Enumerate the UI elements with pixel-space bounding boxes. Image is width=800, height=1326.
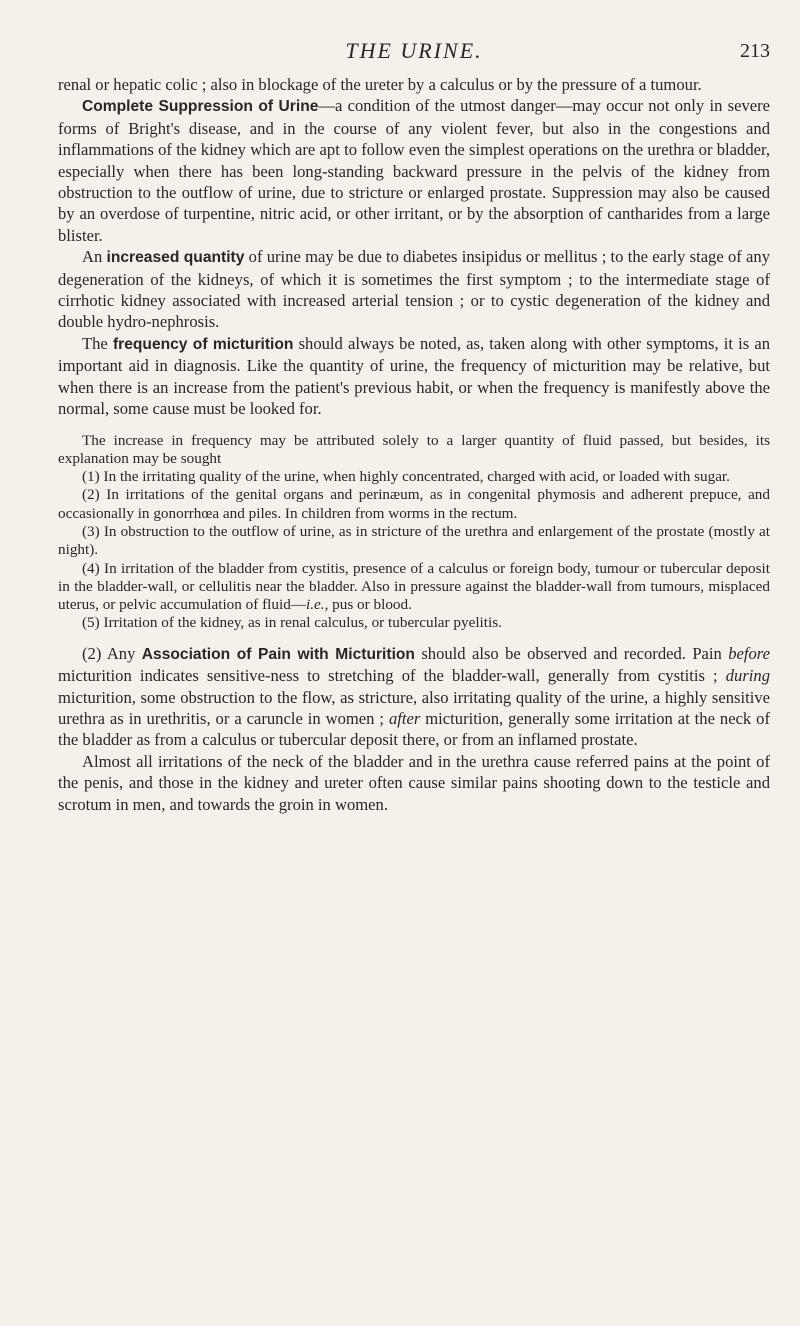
paragraph-colic-continuation (58, 74, 770, 95)
causes-intro: The increase in frequency may be attributed solely to a larger quantity of fluid passed, but besides, its explanation may be sought (58, 431, 770, 467)
paragraph-pain-association (58, 643, 770, 751)
heading-increased-quantity: increased quantity (106, 249, 245, 267)
paragraph-referred-pains: Almost all irritations of the neck of the bladder and in the urethra cause referred pains at the point of the penis, and those in the kidney and ureter often cause similar pains shooting down to the testicle and scrotum in men, and towards the groin in women. (58, 751, 770, 814)
paragraph-increased-quantity (58, 246, 770, 333)
paragraph-complete-suppression (58, 95, 770, 246)
cause-item-2: (2) In irritations of the genital organs and perinæum, as in congenital phymosis and adherent prepuce, and occasionally in gonorrhœa and piles. In children from worms in the rectum. (58, 486, 770, 522)
paragraph-text: should also be observed and recorded. Pain (414, 643, 729, 663)
page-number: 213 (740, 40, 770, 62)
page-header (58, 38, 770, 74)
cause-item-4-text: (4) In irritation of the bladder from cystitis, presence of a calculus or foreign body, tumour or tubercular deposit in the bladder-wall, or cellulitis near the bladder. Also in pressure against the bladder-wall from tumours, misplaced uterus, or pelvic accumulation of fluid— (58, 559, 770, 614)
section-suppression (58, 74, 770, 420)
lead-text: The (82, 333, 113, 353)
cause-item-1: (1) In the irritating quality of the urine, when highly concentrated, charged with acid, or loaded with sugar. (82, 468, 730, 486)
section-gap (58, 633, 770, 643)
cause-item-4-end: , pus or blood. (324, 596, 412, 614)
section-gap (58, 420, 770, 432)
emphasis-during: during (725, 666, 770, 686)
paragraph-text: renal or hepatic colic ; also in blockage of the ureter by a calculus or by the pressure of a tumour. (58, 75, 702, 94)
heading-frequency-micturition: frequency of micturition (112, 335, 294, 353)
heading-pain-association: Association of Pain with Micturition (141, 645, 415, 663)
emphasis-before: before (728, 643, 770, 663)
cause-item-4 (58, 560, 770, 615)
abbreviation-ie: i.e. (306, 596, 325, 614)
paragraph-text: micturition indicates sensitive-ness to stretching of the bladder-wall, generally from cystitis ; (58, 666, 726, 686)
paragraph-text: should always be noted, as, taken along with other symptoms, it is an important aid in diagnosis. Like the quantity of urine, the frequency of micturition may be relative, but when there is an increase from the patient's previous habit, or when the frequency is manifestly above the normal, some cause must be looked for. (58, 333, 770, 419)
paragraph-text: of urine may be due to diabetes insipidus or mellitus ; to the early stage of any degeneration of the kidneys, of which it is sometimes the first symptom ; to the intermediate stage of cirrhotic kidney associated with increased arterial tension ; or to cystic degeneration of the kidney and double hydro-nephrosis. (58, 247, 770, 332)
book-page (58, 38, 770, 815)
cause-item-5: (5) Irritation of the kidney, as in renal calculus, or tubercular pyelitis. (82, 614, 502, 632)
paragraph-frequency-micturition (58, 333, 770, 420)
heading-complete-suppression: Complete Suppression of Urine (82, 98, 319, 116)
paragraph-text: micturition, some obstruction to the flow, as stricture, also irritating quality of the urine, a highly sensitive urethra as in urethritis, or a caruncle in women ; (58, 687, 770, 728)
paragraph-text: micturition, generally some irritation at the neck of the bladder as from a calculus or tubercular deposit there, or from an inflamed prostate. (58, 708, 770, 750)
emphasis-after: after (388, 708, 421, 728)
lead-text: An (82, 247, 107, 267)
section-pain-micturition (58, 643, 770, 815)
section-frequency-causes (58, 432, 770, 633)
cause-item-3: (3) In obstruction to the outflow of urine, as in stricture of the urethra and enlargement of the prostate (mostly at night). (58, 522, 770, 559)
running-title: THE URINE. (345, 38, 483, 63)
lead-text: (2) Any (82, 643, 142, 663)
paragraph-text: —a condition of the utmost danger—may occur not only in severe forms of Bright's disease, and in the course of any violent fever, but also in the congestions and inflammations of the kidney which are apt to follow even the simplest operations on the urethra or bladder, especially when there has been long-standing backward pressure in the pelvis of the kidney from obstruction to the outflow of urine, due to stricture or enlarged prostate. Suppression may also be caused by an overdose of turpentine, nitric acid, or other irritant, or by the absorption of cantharides from a large blister. (58, 96, 770, 245)
